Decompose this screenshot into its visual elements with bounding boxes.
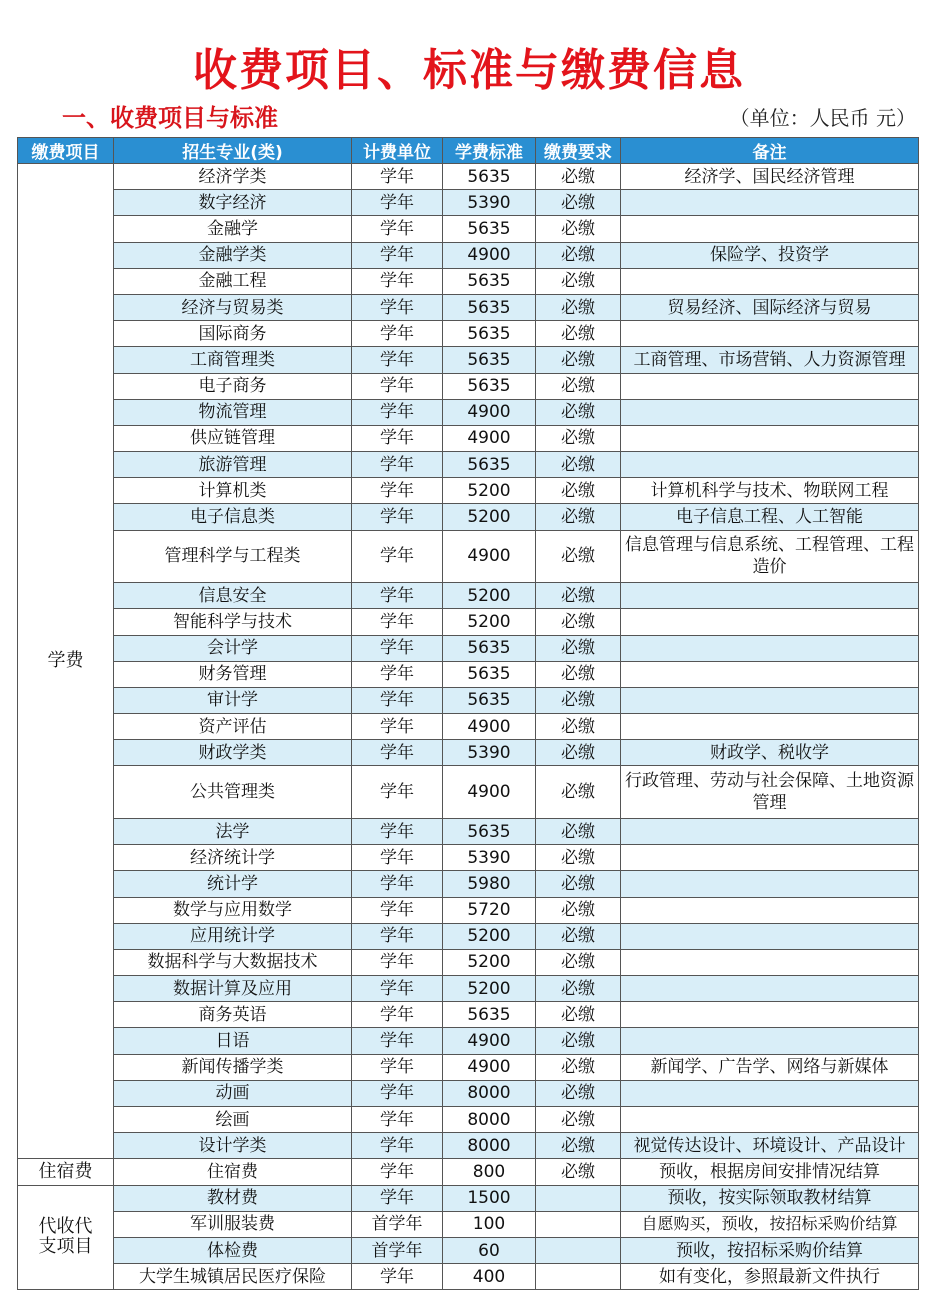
billing-unit-cell: 学年 — [352, 321, 443, 347]
billing-unit-cell: 学年 — [352, 923, 443, 949]
fee-cell: 4900 — [443, 714, 536, 740]
requirement-cell: 必缴 — [536, 923, 621, 949]
major-cell: 电子商务 — [114, 373, 352, 399]
fee-cell: 5200 — [443, 583, 536, 609]
billing-unit-cell: 学年 — [352, 845, 443, 871]
remarks-cell — [621, 373, 919, 399]
major-cell: 财政学类 — [114, 740, 352, 766]
billing-unit-cell: 学年 — [352, 635, 443, 661]
remarks-cell: 电子信息工程、人工智能 — [621, 504, 919, 530]
table-row — [18, 740, 919, 766]
requirement-cell: 必缴 — [536, 818, 621, 844]
billing-unit-cell: 学年 — [352, 1054, 443, 1080]
fee-cell: 8000 — [443, 1133, 536, 1159]
major-cell: 金融学类 — [114, 242, 352, 268]
major-cell: 财务管理 — [114, 661, 352, 687]
major-cell: 统计学 — [114, 871, 352, 897]
requirement-cell: 必缴 — [536, 425, 621, 451]
header-major: 招生专业(类) — [114, 138, 352, 164]
remarks-cell: 预收，根据房间安排情况结算 — [621, 1159, 919, 1185]
fee-cell: 8000 — [443, 1080, 536, 1106]
remarks-cell — [621, 1107, 919, 1133]
remarks-cell — [621, 871, 919, 897]
requirement-cell: 必缴 — [536, 1107, 621, 1133]
major-cell: 日语 — [114, 1028, 352, 1054]
category-tuition: 学费 — [18, 164, 114, 1159]
requirement-cell — [536, 1185, 621, 1211]
billing-unit-cell: 学年 — [352, 687, 443, 713]
table-row — [18, 583, 919, 609]
remarks-cell: 如有变化，参照最新文件执行 — [621, 1264, 919, 1290]
remarks-cell — [621, 583, 919, 609]
requirement-cell: 必缴 — [536, 478, 621, 504]
billing-unit-cell: 学年 — [352, 1028, 443, 1054]
fee-cell: 5720 — [443, 897, 536, 923]
table-row — [18, 1054, 919, 1080]
requirement-cell: 必缴 — [536, 190, 621, 216]
fee-cell: 4900 — [443, 399, 536, 425]
table-row — [18, 478, 919, 504]
requirement-cell: 必缴 — [536, 583, 621, 609]
remarks-cell — [621, 216, 919, 242]
major-cell: 设计学类 — [114, 1133, 352, 1159]
remarks-cell — [621, 949, 919, 975]
remarks-cell — [621, 897, 919, 923]
billing-unit-cell: 学年 — [352, 164, 443, 190]
fee-cell: 5635 — [443, 687, 536, 713]
header-fee-standard: 学费标准 — [443, 138, 536, 164]
fee-cell: 5200 — [443, 923, 536, 949]
table-row — [18, 635, 919, 661]
requirement-cell: 必缴 — [536, 687, 621, 713]
table-row — [18, 347, 919, 373]
major-cell: 国际商务 — [114, 321, 352, 347]
billing-unit-cell: 学年 — [352, 216, 443, 242]
requirement-cell: 必缴 — [536, 530, 621, 583]
billing-unit-cell: 学年 — [352, 1002, 443, 1028]
table-row — [18, 242, 919, 268]
billing-unit-cell: 学年 — [352, 740, 443, 766]
requirement-cell: 必缴 — [536, 504, 621, 530]
table-row — [18, 294, 919, 320]
category-lodging: 住宿费 — [18, 1159, 114, 1185]
billing-unit-cell: 学年 — [352, 399, 443, 425]
major-cell: 供应链管理 — [114, 425, 352, 451]
remarks-cell: 预收，按招标采购价结算 — [621, 1237, 919, 1263]
requirement-cell: 必缴 — [536, 268, 621, 294]
billing-unit-cell: 学年 — [352, 1264, 443, 1290]
remarks-cell — [621, 714, 919, 740]
billing-unit-cell: 学年 — [352, 478, 443, 504]
requirement-cell: 必缴 — [536, 1080, 621, 1106]
fee-cell: 5200 — [443, 949, 536, 975]
billing-unit-cell: 学年 — [352, 871, 443, 897]
billing-unit-cell: 学年 — [352, 1185, 443, 1211]
remarks-cell — [621, 452, 919, 478]
major-cell: 新闻传播学类 — [114, 1054, 352, 1080]
remarks-cell — [621, 1002, 919, 1028]
remarks-cell — [621, 321, 919, 347]
remarks-cell — [621, 190, 919, 216]
requirement-cell — [536, 1237, 621, 1263]
requirement-cell: 必缴 — [536, 661, 621, 687]
fee-cell: 1500 — [443, 1185, 536, 1211]
header-remarks: 备注 — [621, 138, 919, 164]
table-row — [18, 687, 919, 713]
table-row — [18, 1185, 919, 1211]
requirement-cell: 必缴 — [536, 1054, 621, 1080]
remarks-cell: 新闻学、广告学、网络与新媒体 — [621, 1054, 919, 1080]
remarks-cell — [621, 845, 919, 871]
billing-unit-cell: 学年 — [352, 294, 443, 320]
fee-table-body — [18, 164, 919, 1290]
billing-unit-cell: 学年 — [352, 452, 443, 478]
requirement-cell: 必缴 — [536, 347, 621, 373]
billing-unit-cell: 学年 — [352, 347, 443, 373]
fee-cell: 5635 — [443, 268, 536, 294]
remarks-cell: 贸易经济、国际经济与贸易 — [621, 294, 919, 320]
fee-cell: 5390 — [443, 740, 536, 766]
table-header-row — [18, 138, 919, 164]
table-row — [18, 1028, 919, 1054]
remarks-cell — [621, 268, 919, 294]
billing-unit-cell: 学年 — [352, 373, 443, 399]
requirement-cell: 必缴 — [536, 452, 621, 478]
billing-unit-cell: 学年 — [352, 661, 443, 687]
billing-unit-cell: 学年 — [352, 583, 443, 609]
table-row — [18, 949, 919, 975]
fee-table — [17, 137, 919, 1290]
fee-cell: 5635 — [443, 294, 536, 320]
requirement-cell: 必缴 — [536, 1028, 621, 1054]
fee-cell: 5635 — [443, 661, 536, 687]
remarks-cell — [621, 818, 919, 844]
table-row — [18, 766, 919, 819]
billing-unit-cell: 学年 — [352, 766, 443, 819]
requirement-cell: 必缴 — [536, 399, 621, 425]
major-cell: 审计学 — [114, 687, 352, 713]
billing-unit-cell: 首学年 — [352, 1237, 443, 1263]
billing-unit-cell: 首学年 — [352, 1211, 443, 1237]
remarks-cell: 信息管理与信息系统、工程管理、工程造价 — [621, 530, 919, 583]
table-row — [18, 373, 919, 399]
remarks-cell — [621, 661, 919, 687]
billing-unit-cell: 学年 — [352, 1159, 443, 1185]
billing-unit-cell: 学年 — [352, 190, 443, 216]
table-row — [18, 1237, 919, 1263]
remarks-cell — [621, 609, 919, 635]
table-row — [18, 216, 919, 242]
major-cell: 物流管理 — [114, 399, 352, 425]
fee-cell: 5635 — [443, 164, 536, 190]
requirement-cell: 必缴 — [536, 766, 621, 819]
major-cell: 经济统计学 — [114, 845, 352, 871]
fee-cell: 100 — [443, 1211, 536, 1237]
table-row — [18, 1264, 919, 1290]
remarks-cell — [621, 976, 919, 1002]
major-cell: 住宿费 — [114, 1159, 352, 1185]
major-cell: 资产评估 — [114, 714, 352, 740]
fee-cell: 4900 — [443, 242, 536, 268]
fee-cell: 5635 — [443, 216, 536, 242]
billing-unit-cell: 学年 — [352, 818, 443, 844]
table-row — [18, 871, 919, 897]
billing-unit-cell: 学年 — [352, 504, 443, 530]
fee-cell: 4900 — [443, 1028, 536, 1054]
billing-unit-cell: 学年 — [352, 714, 443, 740]
remarks-cell — [621, 635, 919, 661]
major-cell: 动画 — [114, 1080, 352, 1106]
requirement-cell: 必缴 — [536, 1133, 621, 1159]
billing-unit-cell: 学年 — [352, 1107, 443, 1133]
requirement-cell: 必缴 — [536, 976, 621, 1002]
major-cell: 经济学类 — [114, 164, 352, 190]
requirement-cell: 必缴 — [536, 871, 621, 897]
major-cell: 金融工程 — [114, 268, 352, 294]
major-cell: 数据计算及应用 — [114, 976, 352, 1002]
remarks-cell: 保险学、投资学 — [621, 242, 919, 268]
table-row — [18, 190, 919, 216]
remarks-cell: 行政管理、劳动与社会保障、土地资源管理 — [621, 766, 919, 819]
billing-unit-cell: 学年 — [352, 425, 443, 451]
fee-cell: 5635 — [443, 1002, 536, 1028]
requirement-cell: 必缴 — [536, 321, 621, 347]
requirement-cell: 必缴 — [536, 949, 621, 975]
category-agency: 代收代支项目 — [18, 1185, 114, 1290]
requirement-cell: 必缴 — [536, 1002, 621, 1028]
major-cell: 数字经济 — [114, 190, 352, 216]
requirement-cell: 必缴 — [536, 845, 621, 871]
requirement-cell: 必缴 — [536, 740, 621, 766]
requirement-cell: 必缴 — [536, 242, 621, 268]
major-cell: 商务英语 — [114, 1002, 352, 1028]
table-row — [18, 845, 919, 871]
major-cell: 法学 — [114, 818, 352, 844]
table-row — [18, 164, 919, 190]
major-cell: 数学与应用数学 — [114, 897, 352, 923]
table-row — [18, 452, 919, 478]
fee-cell: 5635 — [443, 347, 536, 373]
table-row — [18, 321, 919, 347]
billing-unit-cell: 学年 — [352, 242, 443, 268]
fee-cell: 4900 — [443, 1054, 536, 1080]
billing-unit-cell: 学年 — [352, 976, 443, 1002]
table-row — [18, 976, 919, 1002]
requirement-cell: 必缴 — [536, 373, 621, 399]
table-row — [18, 1133, 919, 1159]
requirement-cell: 必缴 — [536, 897, 621, 923]
major-cell: 体检费 — [114, 1237, 352, 1263]
billing-unit-cell: 学年 — [352, 1133, 443, 1159]
fee-cell: 4900 — [443, 766, 536, 819]
fee-cell: 5200 — [443, 976, 536, 1002]
table-row — [18, 1211, 919, 1237]
billing-unit-cell: 学年 — [352, 530, 443, 583]
major-cell: 数据科学与大数据技术 — [114, 949, 352, 975]
remarks-cell: 自愿购买，预收，按招标采购价结算 — [621, 1211, 919, 1237]
fee-cell: 5390 — [443, 190, 536, 216]
remarks-cell — [621, 399, 919, 425]
section-title: 一、收费项目与标准 — [62, 104, 278, 132]
major-cell: 经济与贸易类 — [114, 294, 352, 320]
fee-cell: 5635 — [443, 452, 536, 478]
requirement-cell: 必缴 — [536, 216, 621, 242]
table-row — [18, 1002, 919, 1028]
remarks-cell: 经济学、国民经济管理 — [621, 164, 919, 190]
requirement-cell: 必缴 — [536, 714, 621, 740]
table-row — [18, 504, 919, 530]
major-cell: 电子信息类 — [114, 504, 352, 530]
requirement-cell: 必缴 — [536, 294, 621, 320]
remarks-cell: 预收，按实际领取教材结算 — [621, 1185, 919, 1211]
remarks-cell: 计算机科学与技术、物联网工程 — [621, 478, 919, 504]
fee-cell: 5635 — [443, 818, 536, 844]
remarks-cell: 工商管理、市场营销、人力资源管理 — [621, 347, 919, 373]
remarks-cell — [621, 425, 919, 451]
table-row — [18, 1159, 919, 1185]
requirement-cell: 必缴 — [536, 164, 621, 190]
major-cell: 管理科学与工程类 — [114, 530, 352, 583]
fee-cell: 5200 — [443, 609, 536, 635]
requirement-cell: 必缴 — [536, 609, 621, 635]
table-row — [18, 661, 919, 687]
header-payment-item: 缴费项目 — [18, 138, 114, 164]
fee-cell: 5980 — [443, 871, 536, 897]
table-row — [18, 818, 919, 844]
billing-unit-cell: 学年 — [352, 609, 443, 635]
requirement-cell: 必缴 — [536, 1159, 621, 1185]
requirement-cell: 必缴 — [536, 635, 621, 661]
remarks-cell: 视觉传达设计、环境设计、产品设计 — [621, 1133, 919, 1159]
fee-cell: 5200 — [443, 478, 536, 504]
table-row — [18, 609, 919, 635]
fee-cell: 5635 — [443, 373, 536, 399]
table-row — [18, 1080, 919, 1106]
major-cell: 金融学 — [114, 216, 352, 242]
major-cell: 大学生城镇居民医疗保险 — [114, 1264, 352, 1290]
fee-cell: 400 — [443, 1264, 536, 1290]
fee-cell: 800 — [443, 1159, 536, 1185]
billing-unit-cell: 学年 — [352, 949, 443, 975]
remarks-cell — [621, 1080, 919, 1106]
major-cell: 会计学 — [114, 635, 352, 661]
major-cell: 教材费 — [114, 1185, 352, 1211]
fee-cell: 4900 — [443, 425, 536, 451]
table-row — [18, 897, 919, 923]
page-title: 收费项目、标准与缴费信息 — [193, 45, 745, 96]
fee-cell: 5635 — [443, 635, 536, 661]
fee-cell: 5390 — [443, 845, 536, 871]
header-billing-unit: 计费单位 — [352, 138, 443, 164]
major-cell: 智能科学与技术 — [114, 609, 352, 635]
major-cell: 工商管理类 — [114, 347, 352, 373]
fee-cell: 5635 — [443, 321, 536, 347]
requirement-cell — [536, 1211, 621, 1237]
major-cell: 军训服装费 — [114, 1211, 352, 1237]
requirement-cell — [536, 1264, 621, 1290]
table-row — [18, 425, 919, 451]
billing-unit-cell: 学年 — [352, 1080, 443, 1106]
billing-unit-cell: 学年 — [352, 268, 443, 294]
header-payment-requirement: 缴费要求 — [536, 138, 621, 164]
remarks-cell — [621, 923, 919, 949]
table-row — [18, 530, 919, 583]
major-cell: 公共管理类 — [114, 766, 352, 819]
fee-cell: 5200 — [443, 504, 536, 530]
table-row — [18, 268, 919, 294]
fee-cell: 8000 — [443, 1107, 536, 1133]
remarks-cell — [621, 1028, 919, 1054]
remarks-cell: 财政学、税收学 — [621, 740, 919, 766]
remarks-cell — [621, 687, 919, 713]
major-cell: 旅游管理 — [114, 452, 352, 478]
major-cell: 绘画 — [114, 1107, 352, 1133]
table-row — [18, 923, 919, 949]
major-cell: 信息安全 — [114, 583, 352, 609]
table-row — [18, 714, 919, 740]
billing-unit-cell: 学年 — [352, 897, 443, 923]
table-row — [18, 399, 919, 425]
major-cell: 应用统计学 — [114, 923, 352, 949]
major-cell: 计算机类 — [114, 478, 352, 504]
unit-note: （单位：人民币 元） — [729, 106, 916, 130]
fee-cell: 4900 — [443, 530, 536, 583]
fee-cell: 60 — [443, 1237, 536, 1263]
table-row — [18, 1107, 919, 1133]
